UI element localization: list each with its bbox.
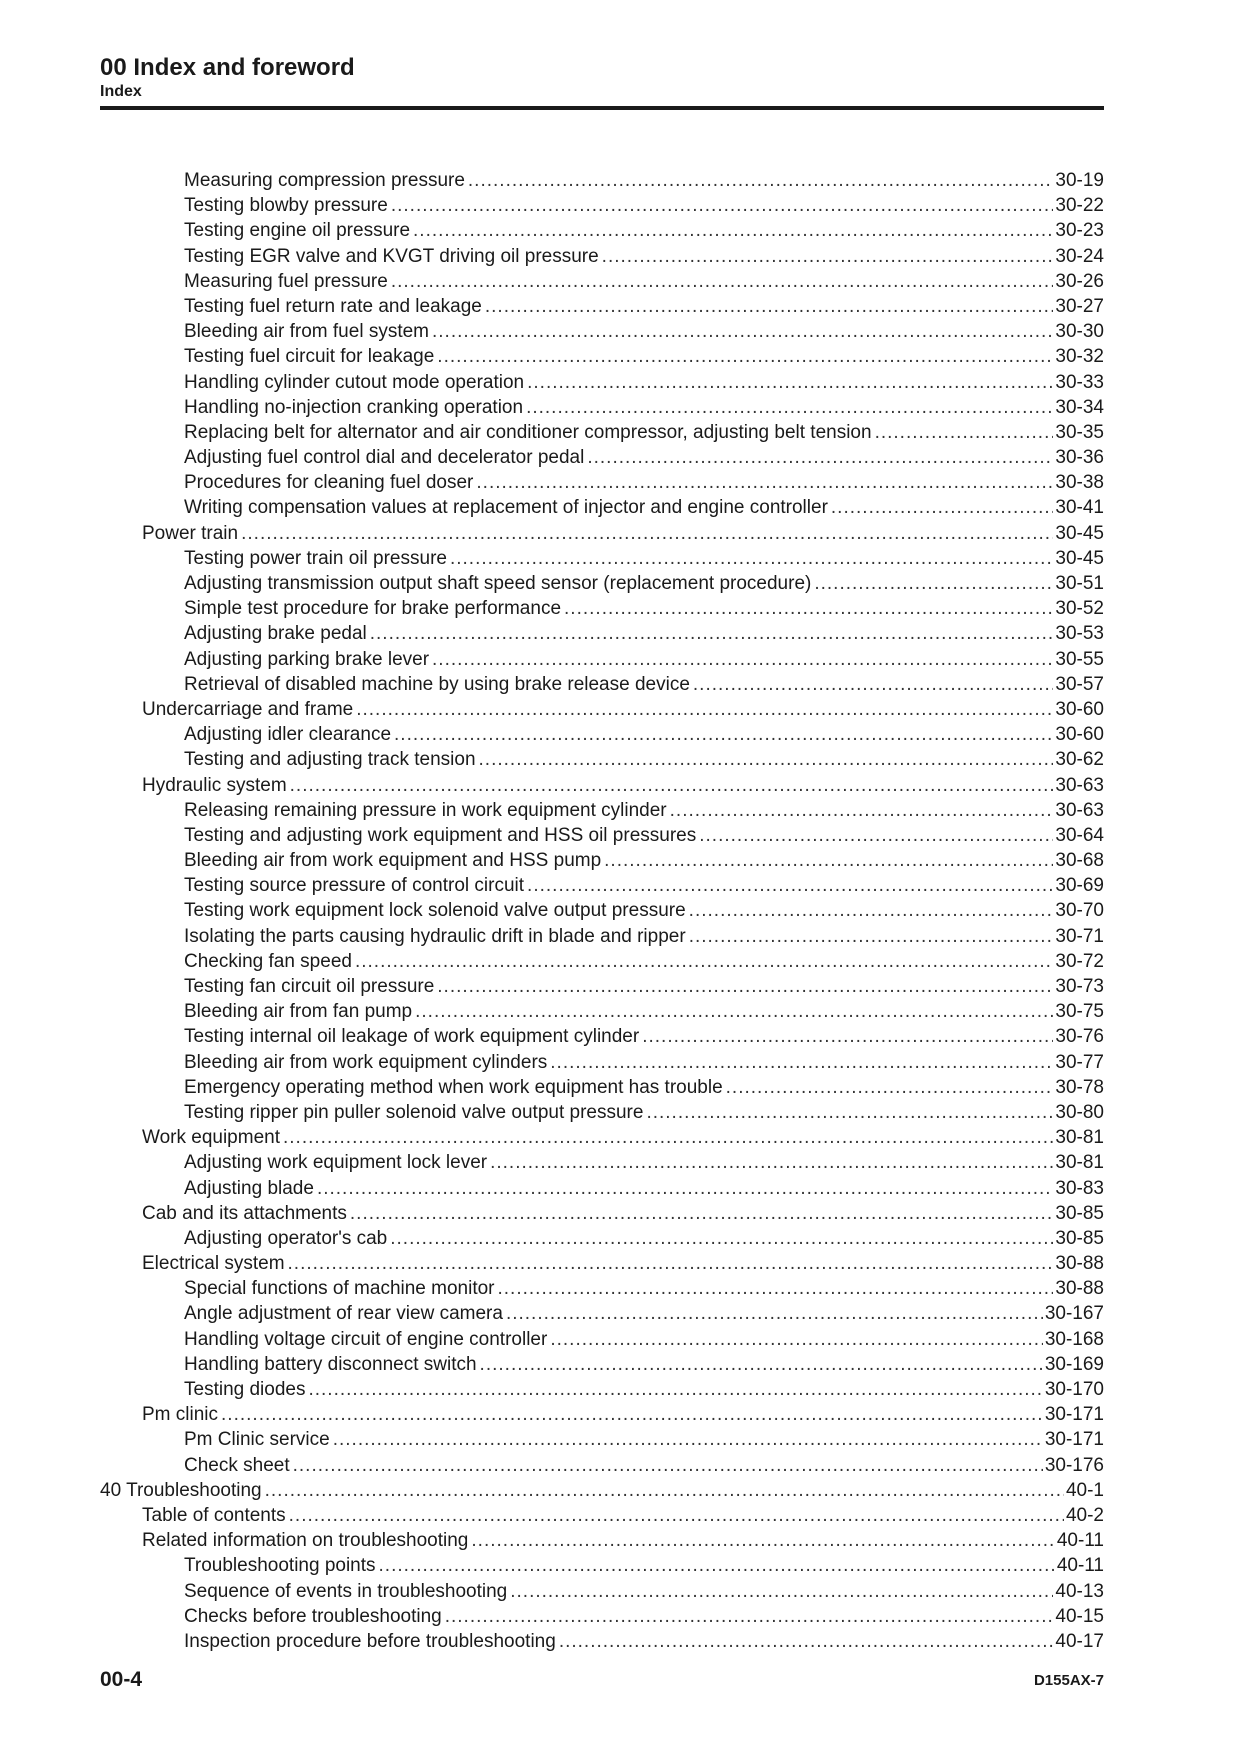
dot-leader	[265, 1478, 1064, 1503]
toc-entry-label: Testing fuel circuit for leakage	[184, 346, 435, 368]
toc-entry[interactable]	[100, 571, 1104, 596]
dot-leader	[450, 546, 1053, 571]
dot-leader	[604, 848, 1053, 873]
toc-entry-page: 30-35	[1055, 421, 1104, 443]
toc-entry[interactable]	[100, 1503, 1104, 1528]
toc-entry-label: Replacing belt for alternator and air conditioner compressor, adjusting belt tension	[184, 421, 872, 443]
toc-entry-label: Adjusting brake pedal	[184, 623, 367, 645]
toc-entry-page: 30-88	[1055, 1278, 1104, 1300]
toc-entry[interactable]	[100, 1604, 1104, 1629]
toc-entry[interactable]	[100, 924, 1104, 949]
toc-entry-label: Hydraulic system	[142, 774, 287, 796]
dot-leader	[699, 823, 1053, 848]
toc-entry-page: 30-27	[1055, 295, 1104, 317]
toc-entry-label: Cab and its attachments	[142, 1202, 347, 1224]
toc-entry-page: 30-55	[1055, 648, 1104, 670]
dot-leader	[415, 999, 1053, 1024]
toc-entry-label: Bleeding air from fuel system	[184, 321, 429, 343]
toc-entry[interactable]	[100, 873, 1104, 898]
toc-entry[interactable]	[100, 1276, 1104, 1301]
toc-entry-label: Simple test procedure for brake performance	[184, 598, 562, 620]
toc-entry[interactable]	[100, 1327, 1104, 1352]
toc-entry-label: Adjusting work equipment lock lever	[184, 1152, 488, 1174]
toc-entry-label: Measuring compression pressure	[184, 170, 465, 191]
toc-entry-page: 30-57	[1055, 673, 1104, 695]
toc-entry-page: 30-168	[1044, 1328, 1104, 1350]
toc-entry-page: 30-85	[1055, 1202, 1104, 1224]
toc-entry-label: Isolating the parts causing hydraulic drift in blade and ripper	[184, 925, 686, 947]
toc-entry-label: Angle adjustment of rear view camera	[184, 1303, 503, 1325]
toc-entry-label: Table of contents	[142, 1504, 286, 1526]
toc-entry-page: 30-77	[1055, 1051, 1104, 1073]
toc-entry[interactable]	[100, 294, 1104, 319]
toc-entry-page: 30-78	[1055, 1076, 1104, 1098]
toc-entry-label: Testing EGR valve and KVGT driving oil pressure	[184, 245, 599, 267]
toc-entry-label: Testing power train oil pressure	[184, 547, 447, 569]
toc-entry[interactable]	[100, 269, 1104, 294]
chapter-title: 00 Index and foreword	[100, 54, 355, 81]
toc-entry-page: 30-176	[1044, 1454, 1104, 1476]
toc-entry-page: 40-11	[1056, 1530, 1104, 1552]
toc-entry-page: 30-45	[1055, 547, 1104, 569]
toc-entry-page: 30-169	[1044, 1353, 1104, 1375]
toc-entry[interactable]	[100, 168, 1104, 193]
dot-leader	[693, 672, 1053, 697]
toc-entry-page: 30-62	[1055, 749, 1104, 771]
toc-entry-page: 30-70	[1055, 900, 1104, 922]
dot-leader	[550, 1050, 1053, 1075]
dot-leader	[642, 1024, 1053, 1049]
dot-leader	[468, 168, 1053, 193]
toc-entry[interactable]	[100, 319, 1104, 344]
dot-leader	[350, 1201, 1054, 1226]
toc-entry[interactable]	[100, 1024, 1104, 1049]
toc-entry-label: Retrieval of disabled machine by using brake release device	[184, 673, 690, 695]
dot-leader	[726, 1075, 1054, 1100]
dot-leader	[814, 571, 1053, 596]
toc-entry[interactable]	[100, 1075, 1104, 1100]
toc-entry-label: Handling battery disconnect switch	[184, 1353, 477, 1375]
toc-entry-page: 40-15	[1055, 1605, 1104, 1627]
toc-entry-page: 30-73	[1055, 976, 1104, 997]
toc-entry[interactable]	[100, 193, 1104, 218]
toc-entry-page: 30-63	[1055, 774, 1104, 796]
dot-leader	[317, 1176, 1053, 1201]
dot-leader	[689, 924, 1054, 949]
dot-leader	[875, 420, 1054, 445]
dot-leader	[293, 1453, 1043, 1478]
toc-entry[interactable]	[100, 495, 1104, 520]
toc-entry-label: Testing blowby pressure	[184, 195, 388, 217]
toc-entry-label: Pm clinic	[142, 1404, 219, 1426]
toc-entry-label: Testing work equipment lock solenoid valve output pressure	[184, 900, 686, 922]
toc-entry-page: 30-60	[1055, 698, 1104, 720]
dot-leader	[356, 697, 1053, 722]
dot-leader	[221, 1402, 1043, 1427]
toc-entry[interactable]	[100, 672, 1104, 697]
dot-leader	[289, 1503, 1064, 1528]
toc-entry-label: Bleeding air from work equipment and HSS pump	[184, 850, 602, 872]
toc-entry-page: 30-26	[1055, 270, 1104, 292]
toc-entry-label: Testing fan circuit oil pressure	[184, 976, 435, 997]
toc-entry[interactable]	[100, 521, 1104, 546]
toc-entry-label: Electrical system	[142, 1253, 285, 1275]
toc-entry-page: 30-83	[1055, 1177, 1104, 1199]
toc-entry[interactable]	[100, 747, 1104, 772]
page-number: 00-4	[100, 1668, 143, 1691]
toc-entry-page: 30-52	[1055, 598, 1104, 620]
dot-leader	[498, 1276, 1054, 1301]
toc-entry-label: Bleeding air from fan pump	[184, 1001, 413, 1023]
dot-leader	[437, 344, 1053, 369]
toc-entry[interactable]	[100, 1201, 1104, 1226]
toc-entry-page: 30-76	[1055, 1026, 1104, 1048]
toc-entry-page: 30-75	[1055, 1001, 1104, 1023]
toc-entry-label: Testing engine oil pressure	[184, 220, 411, 242]
toc-entry[interactable]	[100, 370, 1104, 395]
toc-entry-label: Testing ripper pin puller solenoid valve output pressure	[184, 1101, 644, 1123]
dot-leader	[527, 873, 1053, 898]
toc-entry-label: Testing fuel return rate and leakage	[184, 295, 482, 317]
toc-entry-page: 30-45	[1055, 522, 1104, 544]
dot-leader	[288, 1251, 1054, 1276]
toc-entry-label: Adjusting blade	[184, 1177, 314, 1199]
dot-leader	[689, 898, 1054, 923]
toc-entry-page: 30-36	[1055, 447, 1104, 469]
toc-entry-label: 40 Troubleshooting	[100, 1479, 262, 1501]
dot-leader	[587, 445, 1053, 470]
toc-entry-page: 30-171	[1044, 1404, 1104, 1426]
toc-entry-page: 30-72	[1055, 950, 1104, 972]
toc-entry[interactable]	[100, 218, 1104, 243]
dot-leader	[646, 1100, 1053, 1125]
toc-entry-page: 30-63	[1055, 799, 1104, 821]
toc-entry[interactable]	[100, 1251, 1104, 1276]
toc-entry-label: Testing and adjusting track tension	[184, 749, 476, 771]
toc-entry-label: Related information on troubleshooting	[142, 1530, 469, 1552]
dot-leader	[290, 773, 1054, 798]
toc-entry-label: Emergency operating method when work equipment has trouble	[184, 1076, 723, 1098]
dot-leader	[432, 647, 1053, 672]
toc-entry-page: 30-53	[1055, 623, 1104, 645]
dot-leader	[527, 370, 1053, 395]
toc-entry-page: 30-170	[1044, 1379, 1104, 1400]
toc-entry[interactable]	[100, 773, 1104, 798]
header-divider	[100, 106, 1104, 110]
toc-entry-page: 30-60	[1055, 724, 1104, 746]
dot-leader	[550, 1327, 1043, 1352]
toc-entry[interactable]	[100, 470, 1104, 495]
toc-entry[interactable]	[100, 546, 1104, 571]
toc-entry[interactable]	[100, 244, 1104, 269]
toc-entry[interactable]	[100, 697, 1104, 722]
toc-entry-label: Checking fan speed	[184, 950, 352, 972]
dot-leader	[241, 521, 1053, 546]
dot-leader	[390, 1226, 1053, 1251]
dot-leader	[602, 244, 1054, 269]
toc-entry[interactable]	[100, 974, 1104, 999]
toc-entry[interactable]	[100, 1579, 1104, 1604]
toc-entry-label: Writing compensation values at replacement of injector and engine controller	[184, 497, 828, 519]
toc-entry[interactable]	[100, 395, 1104, 420]
toc-entry[interactable]	[100, 1125, 1104, 1150]
toc-entry[interactable]	[100, 1629, 1104, 1654]
toc-entry[interactable]	[100, 1478, 1104, 1503]
toc-entry-page: 30-64	[1055, 824, 1104, 846]
toc-entry-label: Adjusting operator's cab	[184, 1227, 388, 1249]
toc-entry[interactable]	[100, 1553, 1104, 1578]
toc-entry-page: 30-167	[1044, 1303, 1104, 1325]
toc-entry[interactable]	[100, 848, 1104, 873]
toc-entry-label: Pm Clinic service	[184, 1429, 330, 1451]
toc-entry-page: 40-11	[1056, 1555, 1104, 1577]
toc-entry-page: 30-81	[1055, 1152, 1104, 1174]
toc-entry[interactable]	[100, 1352, 1104, 1377]
toc-entry[interactable]	[100, 420, 1104, 445]
toc-entry[interactable]	[100, 445, 1104, 470]
toc-entry[interactable]	[100, 1453, 1104, 1478]
toc-entry-label: Handling voltage circuit of engine controller	[184, 1328, 548, 1350]
dot-leader	[391, 193, 1054, 218]
toc-entry-label: Undercarriage and frame	[142, 698, 354, 720]
toc-entry-label: Testing diodes	[184, 1379, 306, 1400]
toc-entry-label: Checks before troubleshooting	[184, 1605, 442, 1627]
toc-entry-label: Adjusting fuel control dial and decelerator pedal	[184, 447, 585, 469]
page-footer	[100, 1668, 1104, 1698]
toc-entry[interactable]	[100, 1301, 1104, 1326]
toc-entry-label: Troubleshooting points	[184, 1555, 376, 1577]
toc-entry-page: 30-23	[1055, 220, 1104, 242]
dot-leader	[308, 1377, 1042, 1402]
toc-entry[interactable]	[100, 1176, 1104, 1201]
toc-entry-page: 30-71	[1055, 925, 1104, 947]
dot-leader	[670, 798, 1054, 823]
toc-entry-page: 40-1	[1065, 1479, 1104, 1501]
toc-entry-page: 30-32	[1055, 346, 1104, 368]
toc-entry-page: 30-51	[1055, 573, 1104, 594]
toc-entry-page: 30-85	[1055, 1227, 1104, 1249]
dot-leader	[831, 495, 1053, 520]
toc-entry-page: 30-19	[1055, 170, 1104, 191]
toc-entry-label: Procedures for cleaning fuel doser	[184, 472, 474, 494]
toc-entry-page: 30-24	[1055, 245, 1104, 267]
dot-leader	[394, 722, 1053, 747]
toc-entry[interactable]	[100, 898, 1104, 923]
dot-leader	[564, 596, 1053, 621]
dot-leader	[510, 1579, 1053, 1604]
dot-leader	[480, 1352, 1043, 1377]
toc-entry[interactable]	[100, 621, 1104, 646]
toc-entry-page: 40-13	[1055, 1580, 1104, 1602]
dot-leader	[479, 747, 1054, 772]
dot-leader	[445, 1604, 1054, 1629]
toc-entry-label: Testing internal oil leakage of work equipment cylinder	[184, 1026, 640, 1048]
toc-entry[interactable]	[100, 823, 1104, 848]
dot-leader	[476, 470, 1053, 495]
toc-entry[interactable]	[100, 1226, 1104, 1251]
dot-leader	[437, 974, 1053, 999]
dot-leader	[370, 621, 1054, 646]
toc-entry-page: 30-68	[1055, 850, 1104, 872]
toc-entry[interactable]	[100, 344, 1104, 369]
toc-entry-label: Testing and adjusting work equipment and HSS oil pressures	[184, 824, 697, 846]
toc-entry-page: 30-80	[1055, 1101, 1104, 1123]
toc-entry-page: 40-17	[1055, 1630, 1104, 1652]
toc-entry-label: Power train	[142, 522, 239, 544]
model-code: D155AX-7	[1033, 1672, 1104, 1689]
toc-entry[interactable]	[100, 647, 1104, 672]
toc-entry[interactable]	[100, 1050, 1104, 1075]
toc-entry[interactable]	[100, 722, 1104, 747]
toc-entry-label: Adjusting parking brake lever	[184, 648, 430, 670]
toc-entry-label: Adjusting transmission output shaft speed sensor (replacement procedure)	[184, 573, 812, 594]
toc-entry[interactable]	[100, 1150, 1104, 1175]
toc-entry[interactable]	[100, 999, 1104, 1024]
dot-leader	[485, 294, 1054, 319]
toc-entry[interactable]	[100, 949, 1104, 974]
toc-entry[interactable]	[100, 1528, 1104, 1553]
toc-entry-label: Measuring fuel pressure	[184, 270, 388, 292]
toc-entry-label: Handling no-injection cranking operation	[184, 396, 524, 418]
table-of-contents	[100, 168, 1104, 1654]
dot-leader	[506, 1301, 1043, 1326]
toc-entry-page: 30-41	[1055, 497, 1104, 519]
toc-entry-label: Inspection procedure before troubleshooting	[184, 1630, 556, 1652]
toc-entry-label: Sequence of events in troubleshooting	[184, 1580, 508, 1602]
toc-entry[interactable]	[100, 1100, 1104, 1125]
dot-leader	[471, 1528, 1054, 1553]
section-subtitle: Index	[100, 83, 142, 100]
toc-entry-page: 30-69	[1055, 875, 1104, 897]
toc-entry-page: 30-88	[1055, 1253, 1104, 1275]
toc-entry[interactable]	[100, 1402, 1104, 1427]
toc-entry[interactable]	[100, 798, 1104, 823]
toc-entry-label: Adjusting idler clearance	[184, 724, 392, 746]
toc-entry-label: Work equipment	[142, 1127, 280, 1149]
toc-entry-page: 30-38	[1055, 472, 1104, 494]
toc-entry-label: Releasing remaining pressure in work equipment cylinder	[184, 799, 667, 821]
toc-entry[interactable]	[100, 596, 1104, 621]
dot-leader	[379, 1553, 1055, 1578]
toc-entry-label: Bleeding air from work equipment cylinders	[184, 1051, 548, 1073]
dot-leader	[413, 218, 1053, 243]
toc-entry-page: 30-81	[1055, 1127, 1104, 1149]
dot-leader	[391, 269, 1054, 294]
toc-entry[interactable]	[100, 1427, 1104, 1452]
dot-leader	[432, 319, 1053, 344]
dot-leader	[355, 949, 1053, 974]
toc-entry-label: Check sheet	[184, 1454, 290, 1476]
toc-entry-page: 30-34	[1055, 396, 1104, 418]
toc-entry-label: Handling cylinder cutout mode operation	[184, 371, 525, 393]
toc-entry[interactable]	[100, 1377, 1104, 1402]
page-header	[100, 54, 1104, 102]
dot-leader	[526, 395, 1053, 420]
toc-entry-label: Special functions of machine monitor	[184, 1278, 495, 1300]
dot-leader	[333, 1427, 1043, 1452]
toc-entry-page: 30-30	[1055, 321, 1104, 343]
toc-entry-page: 30-171	[1044, 1429, 1104, 1451]
dot-leader	[283, 1125, 1053, 1150]
dot-leader	[559, 1629, 1054, 1654]
toc-entry-page: 40-2	[1065, 1504, 1104, 1526]
toc-entry-label: Testing source pressure of control circuit	[184, 875, 525, 897]
toc-entry-page: 30-33	[1055, 371, 1104, 393]
toc-entry-page: 30-22	[1055, 195, 1104, 217]
dot-leader	[490, 1150, 1053, 1175]
